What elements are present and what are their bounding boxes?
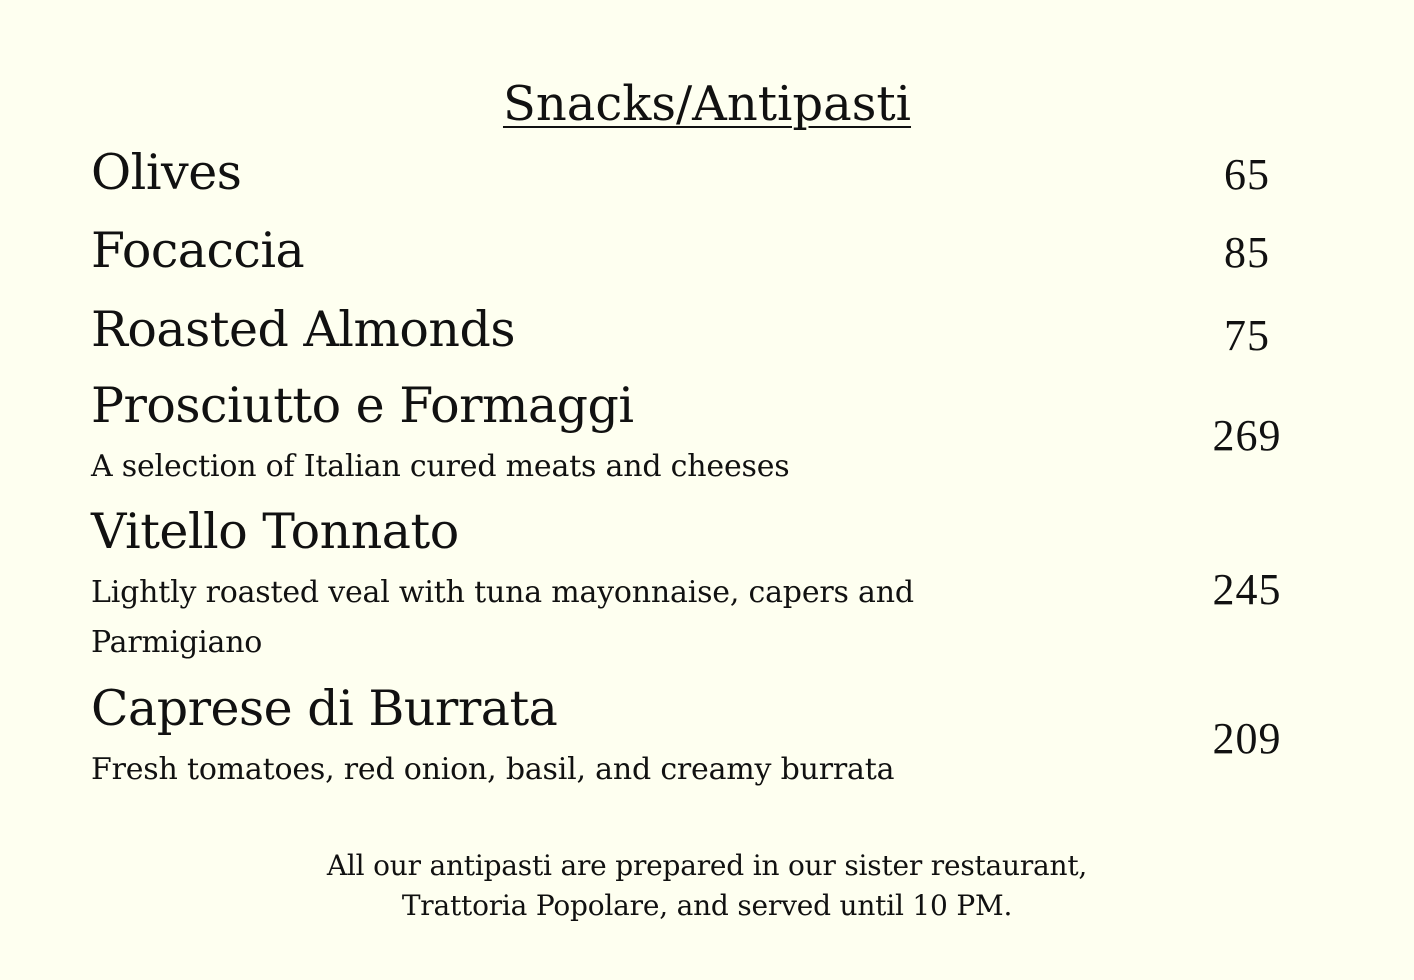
- item-price: 209: [1212, 714, 1282, 763]
- item-description: Lightly roasted veal with tuna mayonnaise, capers and Parmigiano: [91, 575, 914, 660]
- item-price: 75: [1224, 311, 1270, 360]
- footer-line-1: All our antipasti are prepared in our sister restaurant,: [326, 849, 1088, 882]
- item-price: 85: [1224, 228, 1270, 277]
- item-name: Roasted Almonds: [91, 301, 515, 358]
- item-description: Fresh tomatoes, red onion, basil, and creamy burrata: [91, 752, 895, 787]
- item-name: Caprese di Burrata: [91, 680, 558, 737]
- item-name: Olives: [91, 144, 242, 201]
- item-price: 65: [1224, 150, 1270, 199]
- item-name: Prosciutto e Formaggi: [91, 377, 634, 434]
- item-price: 245: [1212, 565, 1282, 614]
- item-name: Vitello Tonnato: [91, 503, 459, 560]
- item-name: Focaccia: [91, 222, 305, 279]
- item-price: 269: [1212, 411, 1282, 460]
- footer-line-2: Trattoria Popolare, and served until 10 PM.: [401, 889, 1013, 922]
- footer-note: [0, 846, 1414, 926]
- item-description: A selection of Italian cured meats and cheeses: [91, 449, 790, 484]
- section-title: Snacks/Antipasti: [502, 76, 912, 132]
